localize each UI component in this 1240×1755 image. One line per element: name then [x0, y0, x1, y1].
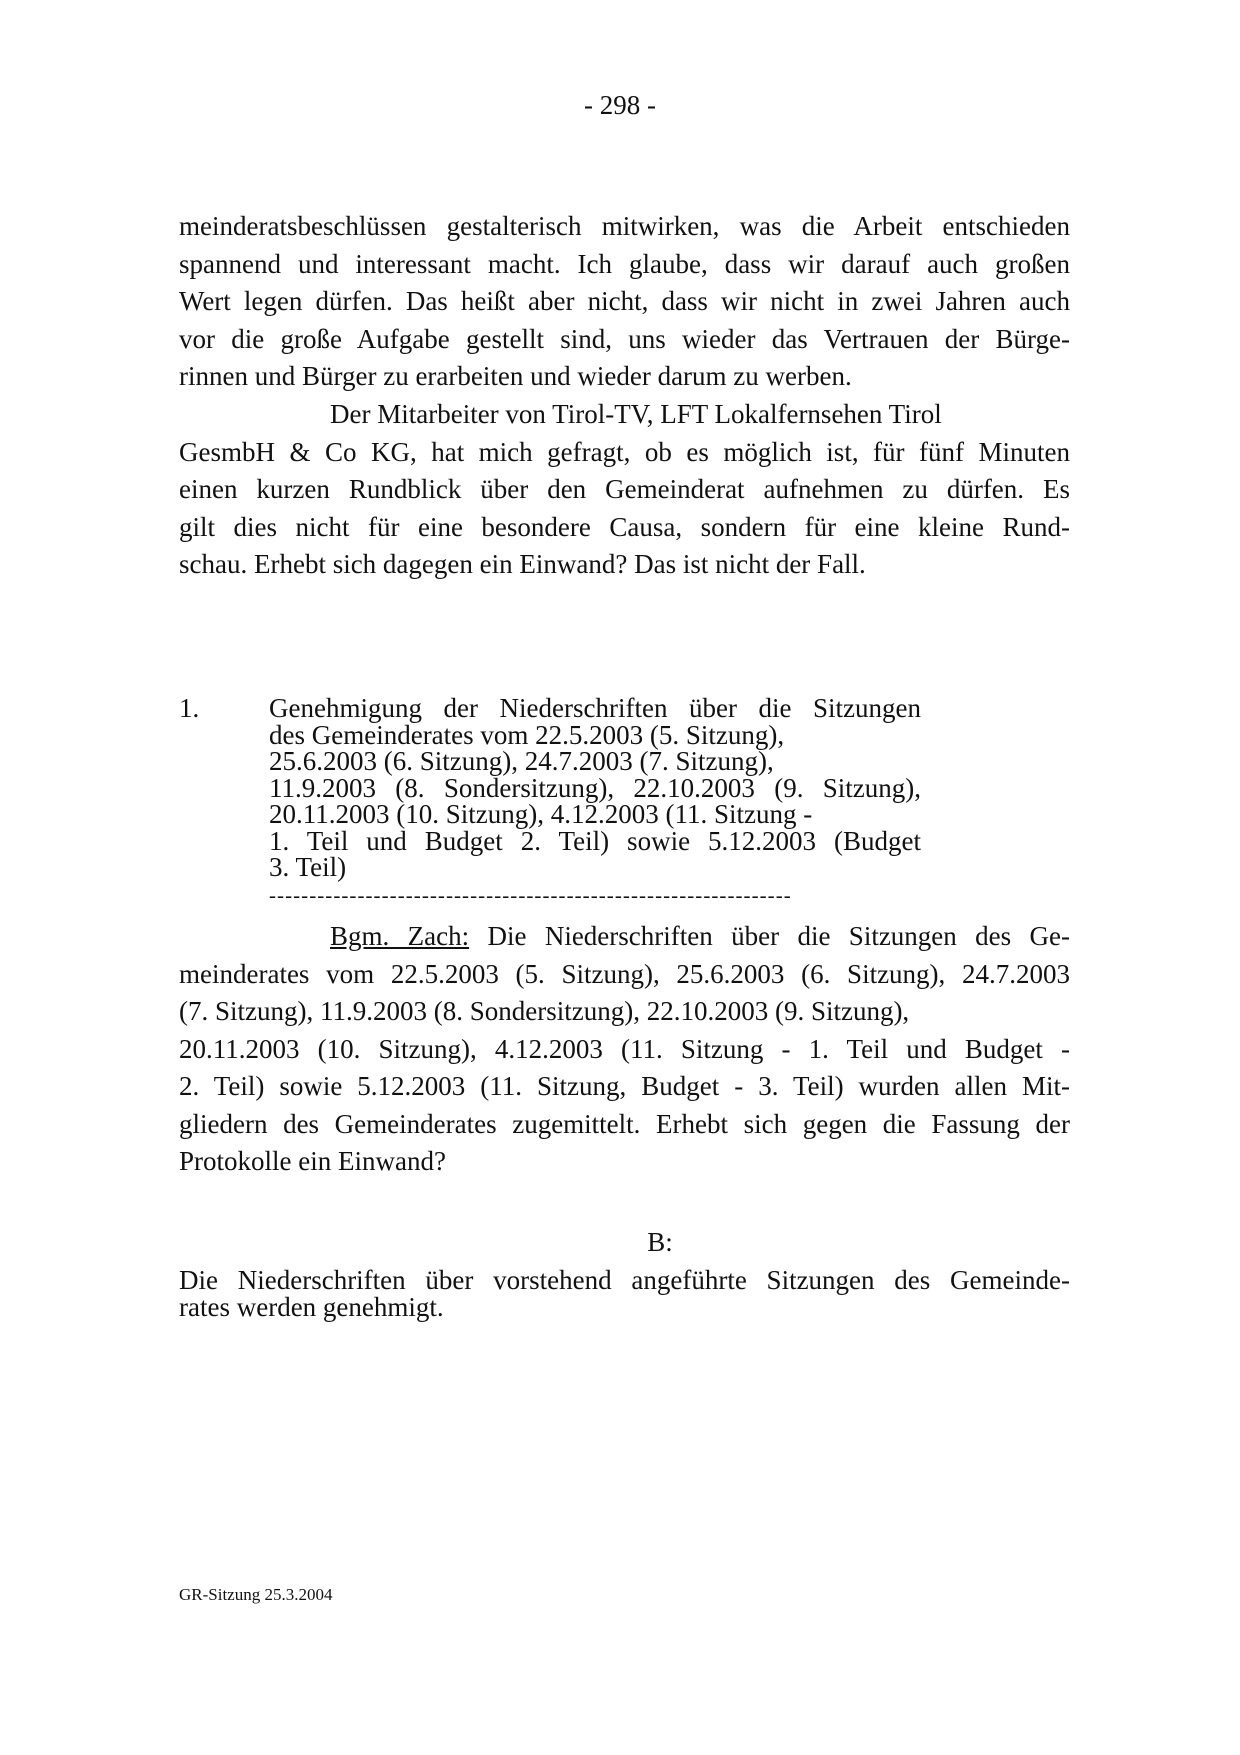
- speaker-name: Bgm. Zach:: [330, 921, 470, 951]
- resolution-label: B:: [647, 1227, 673, 1257]
- page-number: - 298 -: [584, 90, 656, 120]
- text-line: (7. Sitzung), 11.9.2003 (8. Sondersitzung), 22.10.2003 (9. Sitzung),: [179, 996, 910, 1026]
- text-line: GesmbH & Co KG, hat mich gefragt, ob es möglich ist, für fünf Minuten: [179, 436, 1070, 467]
- separator-line: -----------------------------------------------------------------: [269, 885, 792, 905]
- agenda-title-line: 20.11.2003 (10. Sitzung), 4.12.2003 (11. Sitzung -: [269, 799, 813, 829]
- text-line: rinnen und Bürger zu erarbeiten und wieder darum zu werben.: [179, 361, 852, 391]
- text-line: schau. Erhebt sich dagegen ein Einwand? Das ist nicht der Fall.: [179, 549, 866, 579]
- text-line: Der Mitarbeiter von Tirol-TV, LFT Lokalfernsehen Tirol: [330, 399, 942, 429]
- text-line: gilt dies nicht für eine besondere Causa, sondern für eine kleine Rund-: [179, 511, 1070, 542]
- text-line: [179, 918, 1070, 956]
- text-line: einen kurzen Rundblick über den Gemeinderat aufnehmen zu dürfen. Es: [179, 474, 1070, 504]
- text-line: 2. Teil) sowie 5.12.2003 (11. Sitzung, Budget - 3. Teil) wurden allen Mit-: [179, 1071, 1070, 1101]
- text-line: 20.11.2003 (10. Sitzung), 4.12.2003 (11. Sitzung - 1. Teil und Budget -: [179, 1033, 1070, 1064]
- text-line: spannend und interessant macht. Ich glaube, dass wir darauf auch großen: [179, 248, 1070, 279]
- resolution-text: [179, 1267, 1070, 1321]
- agenda-title-line: 1. Teil und Budget 2. Teil) sowie 5.12.2003 (Budget: [269, 825, 921, 856]
- agenda-item-number: 1.: [179, 693, 200, 723]
- text-line: Protokolle ein Einwand?: [179, 1146, 446, 1176]
- text-line: meinderates vom 22.5.2003 (5. Sitzung), 25.6.2003 (6. Sitzung), 24.7.2003: [179, 958, 1070, 989]
- text-line: vor die große Aufgabe gestellt sind, uns wieder das Vertrauen der Bürge-: [179, 323, 1070, 354]
- text-line: rates werden genehmigt.: [179, 1292, 444, 1322]
- paragraph-continuation: [179, 208, 1070, 396]
- paragraph-speaker-statement: [179, 918, 1070, 1181]
- speaker-text: Die Niederschriften über die Sitzungen des Ge-: [487, 921, 1070, 951]
- page-footer: GR-Sitzung 25.3.2004: [179, 1585, 333, 1604]
- agenda-title-line: des Gemeinderates vom 22.5.2003 (5. Sitzung),: [269, 719, 785, 750]
- agenda-title-line: Genehmigung der Niederschriften über die Sitzungen: [269, 693, 921, 723]
- text-line: gliedern des Gemeinderates zugemittelt. Erhebt sich gegen die Fassung der: [179, 1108, 1070, 1139]
- agenda-title-line: 3. Teil): [269, 852, 347, 882]
- agenda-item-title: [269, 695, 921, 881]
- agenda-title-line: 25.6.2003 (6. Sitzung), 24.7.2003 (7. Sitzung),: [269, 746, 774, 776]
- text-line: Wert legen dürfen. Das heißt aber nicht, dass wir nicht in zwei Jahren auch: [179, 286, 1070, 316]
- text-line: meinderatsbeschlüssen gestalterisch mitwirken, was die Arbeit entschieden: [179, 211, 1070, 241]
- paragraph-tirol-tv: [179, 396, 1070, 584]
- text-line: Die Niederschriften über vorstehend angeführte Sitzungen des Gemeinde-: [179, 1265, 1070, 1295]
- agenda-title-line: 11.9.2003 (8. Sondersitzung), 22.10.2003 (9. Sitzung),: [269, 772, 921, 803]
